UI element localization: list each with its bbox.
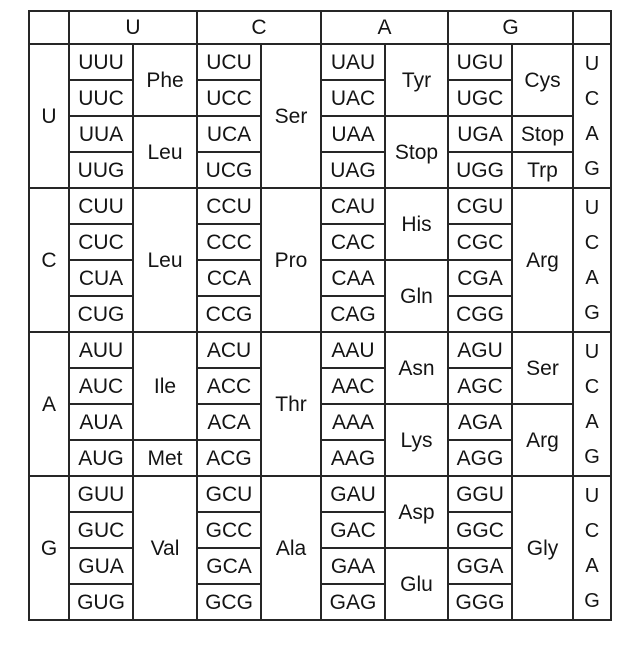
- header-row: [29, 11, 611, 44]
- codon-cell: CCA: [197, 260, 261, 296]
- amino-acid-cell: Arg: [512, 188, 573, 332]
- codon-cell: GUC: [69, 512, 133, 548]
- codon-cell: UCA: [197, 116, 261, 152]
- codon-cell: AUG: [69, 440, 133, 476]
- amino-acid-cell: Gln: [385, 260, 448, 332]
- codon-cell: GUU: [69, 476, 133, 512]
- second-letter-header-u: U: [69, 11, 197, 44]
- codon-cell: ACG: [197, 440, 261, 476]
- codon-cell: CUA: [69, 260, 133, 296]
- first-letter-label-a: A: [29, 332, 69, 476]
- codon-cell: CUU: [69, 188, 133, 224]
- second-letter-header-g: G: [448, 11, 573, 44]
- codon-cell: UAG: [321, 152, 385, 188]
- corner-spacer-left: [29, 11, 69, 44]
- amino-acid-cell: Trp: [512, 152, 573, 188]
- codon-cell: AGA: [448, 404, 512, 440]
- codon-cell: AGG: [448, 440, 512, 476]
- codon-cell: CAU: [321, 188, 385, 224]
- amino-acid-cell: Leu: [133, 116, 197, 188]
- codon-cell: CCG: [197, 296, 261, 332]
- codon-cell: CUC: [69, 224, 133, 260]
- third-letter: A: [585, 266, 599, 289]
- amino-acid-cell: His: [385, 188, 448, 260]
- third-letter: G: [584, 589, 600, 612]
- amino-acid-cell: Thr: [261, 332, 321, 476]
- codon-cell: UAU: [321, 44, 385, 80]
- codon-cell: GGA: [448, 548, 512, 584]
- third-letter-stack: [574, 46, 610, 186]
- third-letter: G: [584, 301, 600, 324]
- codon-cell: CGG: [448, 296, 512, 332]
- codon-cell: UUU: [69, 44, 133, 80]
- codon-cell: UUC: [69, 80, 133, 116]
- codon-cell: UCG: [197, 152, 261, 188]
- codon-cell: GUG: [69, 584, 133, 620]
- third-letter: U: [584, 196, 600, 219]
- codon-cell: UGG: [448, 152, 512, 188]
- codon-cell: AAA: [321, 404, 385, 440]
- codon-cell: CAA: [321, 260, 385, 296]
- corner-spacer-right: [573, 11, 611, 44]
- codon-cell: GGU: [448, 476, 512, 512]
- third-letter-stack: [574, 478, 610, 618]
- amino-acid-cell: Ala: [261, 476, 321, 620]
- codon-cell: GAC: [321, 512, 385, 548]
- amino-acid-cell: Gly: [512, 476, 573, 620]
- amino-acid-cell: Glu: [385, 548, 448, 620]
- codon-cell: GCG: [197, 584, 261, 620]
- codon-cell: AUU: [69, 332, 133, 368]
- amino-acid-cell: Lys: [385, 404, 448, 476]
- codon-cell: CAC: [321, 224, 385, 260]
- amino-acid-cell: Phe: [133, 44, 197, 116]
- amino-acid-cell: Tyr: [385, 44, 448, 116]
- codon-cell: GUA: [69, 548, 133, 584]
- second-letter-header-a: A: [321, 11, 448, 44]
- amino-acid-cell: Stop: [385, 116, 448, 188]
- codon-cell: UCC: [197, 80, 261, 116]
- amino-acid-cell: Ser: [261, 44, 321, 188]
- amino-acid-cell: Asp: [385, 476, 448, 548]
- codon-cell: AAC: [321, 368, 385, 404]
- codon-cell: GCU: [197, 476, 261, 512]
- codon-cell: UAC: [321, 80, 385, 116]
- third-letter-cell: [573, 188, 611, 332]
- codon-cell: UUA: [69, 116, 133, 152]
- codon-cell: CGA: [448, 260, 512, 296]
- third-letter: U: [584, 484, 600, 507]
- third-letter-stack: [574, 334, 610, 474]
- third-letter-cell: [573, 44, 611, 188]
- third-letter-cell: [573, 476, 611, 620]
- amino-acid-cell: Pro: [261, 188, 321, 332]
- codon-cell: GAA: [321, 548, 385, 584]
- third-letter: U: [584, 340, 600, 363]
- third-letter: A: [585, 122, 599, 145]
- third-letter: G: [584, 445, 600, 468]
- codon-cell: AAG: [321, 440, 385, 476]
- amino-acid-cell: Ser: [512, 332, 573, 404]
- codon-cell: UGA: [448, 116, 512, 152]
- first-letter-label-c: C: [29, 188, 69, 332]
- third-letter-stack: [574, 190, 610, 330]
- codon-cell: AUC: [69, 368, 133, 404]
- amino-acid-cell: Arg: [512, 404, 573, 476]
- codon-cell: AGC: [448, 368, 512, 404]
- third-letter: C: [584, 231, 600, 254]
- codon-cell: GAU: [321, 476, 385, 512]
- third-letter: C: [584, 375, 600, 398]
- codon-table: [28, 10, 612, 621]
- second-letter-header-c: C: [197, 11, 321, 44]
- codon-cell: GAG: [321, 584, 385, 620]
- third-letter: G: [584, 157, 600, 180]
- first-letter-label-u: U: [29, 44, 69, 188]
- codon-cell: ACC: [197, 368, 261, 404]
- codon-cell: CCU: [197, 188, 261, 224]
- third-letter: A: [585, 554, 599, 577]
- codon-cell: CGC: [448, 224, 512, 260]
- amino-acid-cell: Met: [133, 440, 197, 476]
- codon-cell: GGG: [448, 584, 512, 620]
- codon-cell: UUG: [69, 152, 133, 188]
- codon-cell: GCA: [197, 548, 261, 584]
- codon-cell: ACA: [197, 404, 261, 440]
- codon-cell: CGU: [448, 188, 512, 224]
- third-letter: A: [585, 410, 599, 433]
- codon-cell: AAU: [321, 332, 385, 368]
- third-letter: U: [584, 52, 600, 75]
- amino-acid-cell: Cys: [512, 44, 573, 116]
- codon-cell: UGC: [448, 80, 512, 116]
- codon-cell: UCU: [197, 44, 261, 80]
- codon-cell: CCC: [197, 224, 261, 260]
- codon-cell: UGU: [448, 44, 512, 80]
- codon-cell: GCC: [197, 512, 261, 548]
- codon-cell: CAG: [321, 296, 385, 332]
- third-letter: C: [584, 519, 600, 542]
- codon-cell: AGU: [448, 332, 512, 368]
- codon-cell: AUA: [69, 404, 133, 440]
- third-letter: C: [584, 87, 600, 110]
- amino-acid-cell: Asn: [385, 332, 448, 404]
- amino-acid-cell: Val: [133, 476, 197, 620]
- amino-acid-cell: Leu: [133, 188, 197, 332]
- codon-cell: GGC: [448, 512, 512, 548]
- third-letter-cell: [573, 332, 611, 476]
- codon-cell: UAA: [321, 116, 385, 152]
- codon-cell: CUG: [69, 296, 133, 332]
- first-letter-label-g: G: [29, 476, 69, 620]
- amino-acid-cell: Ile: [133, 332, 197, 440]
- codon-cell: ACU: [197, 332, 261, 368]
- amino-acid-cell: Stop: [512, 116, 573, 152]
